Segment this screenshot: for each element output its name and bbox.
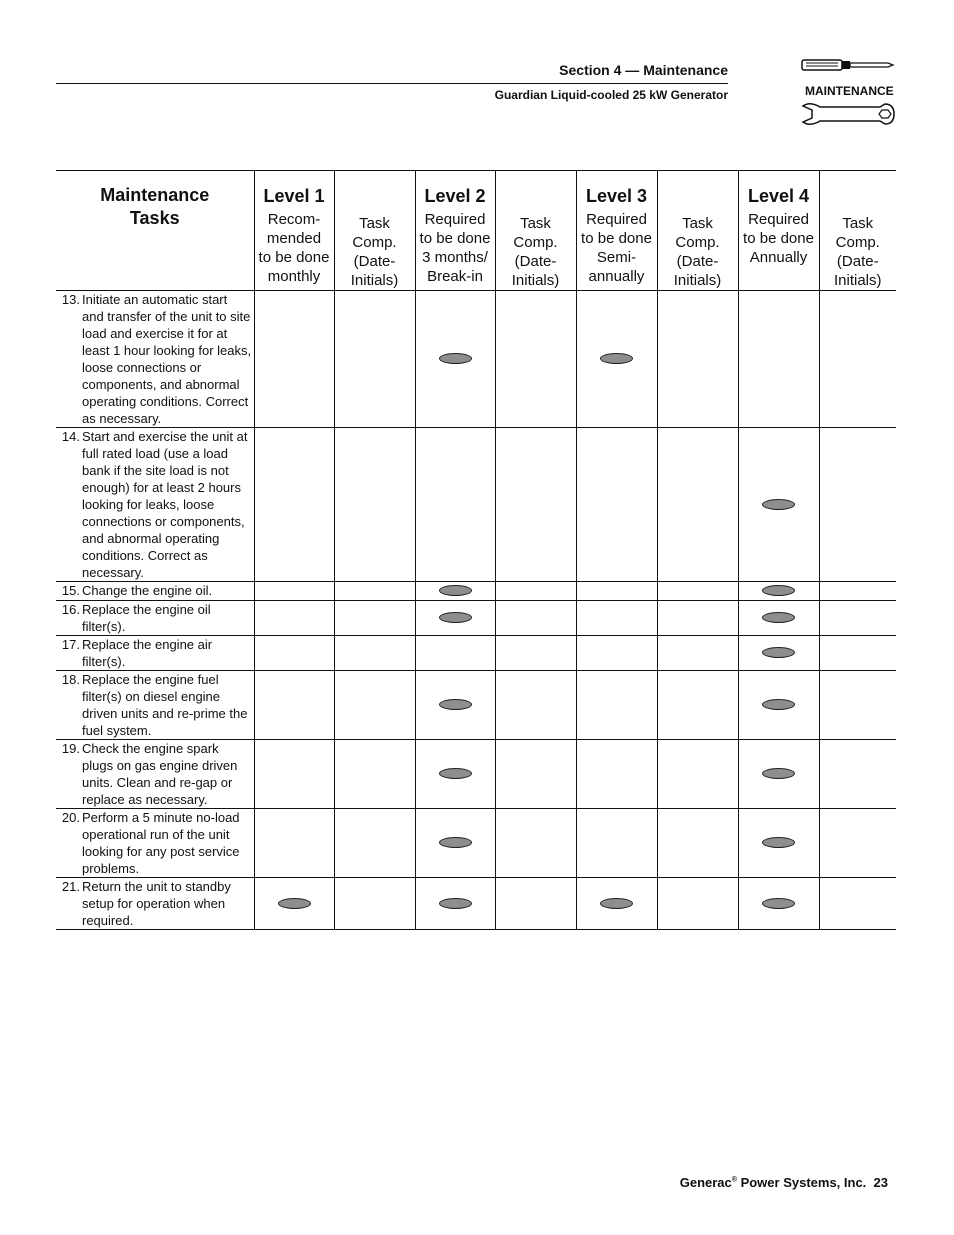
required-oval-icon: [439, 768, 472, 779]
schedule-cell: [495, 740, 576, 809]
task-number: 15.: [61, 583, 80, 598]
section-title: Section 4 — Maintenance: [559, 62, 728, 78]
page-footer: [680, 1175, 888, 1190]
required-oval-icon: [439, 699, 472, 710]
task-description: Replace the engine oil filter(s).: [82, 602, 211, 634]
required-oval-icon: [439, 612, 472, 623]
schedule-cell: [495, 671, 576, 740]
task-description: Change the engine oil.: [82, 583, 213, 598]
task-number: 14.: [61, 429, 80, 444]
schedule-cell: [657, 428, 738, 582]
schedule-cell: [334, 601, 415, 636]
column-header-line: Required: [424, 211, 486, 228]
schedule-cell: [576, 636, 657, 671]
table-row: [56, 636, 896, 671]
schedule-cell: [415, 740, 495, 809]
schedule-cell: [415, 809, 495, 878]
task-cell: [56, 636, 254, 671]
column-header-line: annually: [588, 268, 645, 285]
required-oval-icon: [762, 699, 795, 710]
schedule-cell: [738, 671, 819, 740]
required-oval-icon: [762, 837, 795, 848]
schedule-cell: [254, 671, 334, 740]
task-cell: [56, 809, 254, 878]
schedule-cell: [819, 636, 896, 671]
schedule-cell: [738, 878, 819, 930]
required-oval-icon: [762, 768, 795, 779]
schedule-cell: [254, 428, 334, 582]
task-description: Return the unit to standby setup for operation when required.: [82, 879, 231, 928]
schedule-cell: [738, 740, 819, 809]
schedule-cell: [334, 291, 415, 428]
column-header-line: Semi-: [596, 249, 637, 266]
column-header-line: Comp.: [835, 234, 880, 251]
schedule-cell: [576, 878, 657, 930]
task-description: Check the engine spark plugs on gas engine driven units. Clean and re-gap or replace as necessary.: [82, 741, 238, 807]
task-description: Perform a 5 minute no-load operational run of the unit looking for any post service problems.: [82, 810, 240, 876]
required-oval-icon: [600, 898, 633, 909]
task-number: 17.: [61, 637, 80, 652]
schedule-cell: [415, 601, 495, 636]
column-header-line: to be done: [743, 230, 814, 247]
schedule-cell: [819, 671, 896, 740]
schedule-cell: [334, 671, 415, 740]
task-number: 20.: [61, 810, 80, 825]
required-oval-icon: [762, 898, 795, 909]
task-cell: [56, 291, 254, 428]
column-header-line: Task: [682, 215, 713, 232]
schedule-cell: [738, 428, 819, 582]
column-header-line: mended: [266, 230, 322, 247]
schedule-cell: [495, 582, 576, 601]
table-row: [56, 601, 896, 636]
required-oval-icon: [278, 898, 311, 909]
table-header-row: [56, 171, 896, 291]
column-header-line: Recom-: [267, 211, 321, 228]
column-header-line: Initials): [511, 272, 560, 289]
column-header-line: Break-in: [427, 268, 483, 285]
schedule-cell: [415, 291, 495, 428]
schedule-cell: [819, 601, 896, 636]
required-oval-icon: [600, 353, 633, 364]
column-header-line: Initials): [833, 272, 882, 289]
schedule-cell: [819, 582, 896, 601]
table-row: [56, 582, 896, 601]
schedule-cell: [657, 291, 738, 428]
schedule-cell: [576, 428, 657, 582]
schedule-cell: [819, 878, 896, 930]
task-cell: [56, 601, 254, 636]
schedule-cell: [495, 291, 576, 428]
task-number: 19.: [61, 741, 80, 756]
schedule-cell: [738, 582, 819, 601]
level-label: Level 4: [747, 186, 810, 206]
schedule-cell: [495, 636, 576, 671]
schedule-cell: [657, 671, 738, 740]
schedule-cell: [819, 809, 896, 878]
schedule-cell: [819, 291, 896, 428]
column-header-line: (Date-: [836, 253, 879, 270]
column-header-2: [334, 171, 415, 291]
maintenance-table: [56, 170, 896, 930]
task-number: 13.: [61, 292, 80, 307]
schedule-cell: [254, 291, 334, 428]
schedule-cell: [576, 671, 657, 740]
column-header-8: [819, 171, 896, 291]
column-header-line: to be done: [419, 230, 491, 247]
column-header-line: Required: [586, 211, 647, 228]
schedule-cell: [657, 740, 738, 809]
schedule-cell: [495, 878, 576, 930]
schedule-cell: [415, 636, 495, 671]
schedule-cell: [254, 601, 334, 636]
schedule-cell: [334, 809, 415, 878]
schedule-cell: [254, 878, 334, 930]
task-description: Replace the engine fuel filter(s) on diesel engine driven units and re-prime the fuel system.: [82, 672, 248, 738]
column-header-7: [738, 171, 819, 291]
schedule-cell: [576, 291, 657, 428]
column-header-line: Task: [520, 215, 551, 232]
column-header-line: (Date-: [514, 253, 557, 270]
table-row: [56, 291, 896, 428]
task-description: Start and exercise the unit at full rated load (use a load bank if the site load is not enough) for at least 2 hours looking for leaks, loose connections or components, and abnormal operating conditions. Correct as necessary.: [82, 429, 248, 580]
column-header-line: Comp.: [675, 234, 720, 251]
tasks-header: Maintenance Tasks: [100, 185, 210, 228]
column-header-line: 3 months/: [422, 249, 488, 266]
schedule-cell: [495, 809, 576, 878]
column-header-line: Task: [359, 215, 390, 232]
column-header-5: [576, 171, 657, 291]
schedule-cell: [334, 878, 415, 930]
required-oval-icon: [762, 499, 795, 510]
task-number: 16.: [61, 602, 80, 617]
schedule-cell: [576, 809, 657, 878]
column-header-line: Comp.: [513, 234, 558, 251]
schedule-cell: [819, 428, 896, 582]
required-oval-icon: [762, 612, 795, 623]
task-description: Replace the engine air filter(s).: [82, 637, 213, 669]
schedule-cell: [819, 740, 896, 809]
schedule-cell: [657, 809, 738, 878]
column-header-line: (Date-: [676, 253, 719, 270]
column-header-line: to be done: [581, 230, 652, 247]
required-oval-icon: [439, 353, 472, 364]
logo-label: MAINTENANCE: [805, 84, 894, 98]
column-header-line: Required: [748, 211, 809, 228]
schedule-cell: [334, 428, 415, 582]
task-cell: [56, 740, 254, 809]
level-label: Level 1: [263, 186, 325, 206]
schedule-cell: [254, 740, 334, 809]
required-oval-icon: [762, 647, 795, 658]
column-header-1: [254, 171, 334, 291]
schedule-cell: [576, 740, 657, 809]
required-oval-icon: [439, 898, 472, 909]
task-number: 21.: [61, 879, 80, 894]
registered-mark: ®: [731, 1176, 737, 1184]
column-header-3: [415, 171, 495, 291]
footer-company-rest: Power Systems, Inc.: [736, 1175, 867, 1190]
schedule-cell: [576, 582, 657, 601]
schedule-cell: [738, 291, 819, 428]
schedule-cell: [657, 636, 738, 671]
schedule-cell: [334, 636, 415, 671]
column-header-line: (Date-: [353, 253, 396, 270]
task-number: 18.: [61, 672, 80, 687]
schedule-cell: [657, 601, 738, 636]
schedule-cell: [415, 428, 495, 582]
document-subtitle: Guardian Liquid-cooled 25 kW Generator: [494, 88, 728, 102]
level-label: Level 3: [585, 186, 648, 206]
column-header-6: [657, 171, 738, 291]
schedule-cell: [334, 582, 415, 601]
schedule-cell: [415, 671, 495, 740]
column-header-line: Annually: [749, 249, 808, 266]
schedule-cell: [738, 601, 819, 636]
schedule-cell: [657, 582, 738, 601]
task-cell: [56, 582, 254, 601]
task-cell: [56, 671, 254, 740]
schedule-cell: [738, 809, 819, 878]
required-oval-icon: [762, 585, 795, 596]
column-header-line: Initials): [673, 272, 722, 289]
header-rule: [56, 83, 728, 84]
schedule-cell: [254, 582, 334, 601]
required-oval-icon: [439, 585, 472, 596]
table-row: [56, 809, 896, 878]
column-header-line: to be done: [258, 249, 330, 266]
schedule-cell: [415, 582, 495, 601]
schedule-cell: [415, 878, 495, 930]
level-label: Level 2: [424, 186, 486, 206]
table-row: [56, 671, 896, 740]
footer-company: Generac: [679, 1175, 732, 1190]
schedule-cell: [495, 601, 576, 636]
required-oval-icon: [439, 837, 472, 848]
table-row: [56, 878, 896, 930]
table-row: [56, 740, 896, 809]
schedule-cell: [495, 428, 576, 582]
column-header-line: Task: [842, 215, 874, 232]
schedule-cell: [657, 878, 738, 930]
schedule-cell: [254, 809, 334, 878]
column-header-4: [495, 171, 576, 291]
column-header-line: Initials): [350, 272, 399, 289]
task-cell: [56, 428, 254, 582]
column-header-line: Comp.: [352, 234, 397, 251]
column-header-line: monthly: [267, 268, 321, 285]
schedule-cell: [254, 636, 334, 671]
task-description: Initiate an automatic start and transfer of the unit to site load and exercise it for at least 1 hour looking for leaks, loose connections or components, and abnormal operating conditions. Correct as necessary.: [82, 292, 252, 426]
schedule-cell: [576, 601, 657, 636]
table-row: [56, 428, 896, 582]
page-number: 23: [873, 1175, 888, 1190]
schedule-cell: [334, 740, 415, 809]
task-cell: [56, 878, 254, 930]
schedule-cell: [738, 636, 819, 671]
column-header-line: [820, 195, 897, 214]
